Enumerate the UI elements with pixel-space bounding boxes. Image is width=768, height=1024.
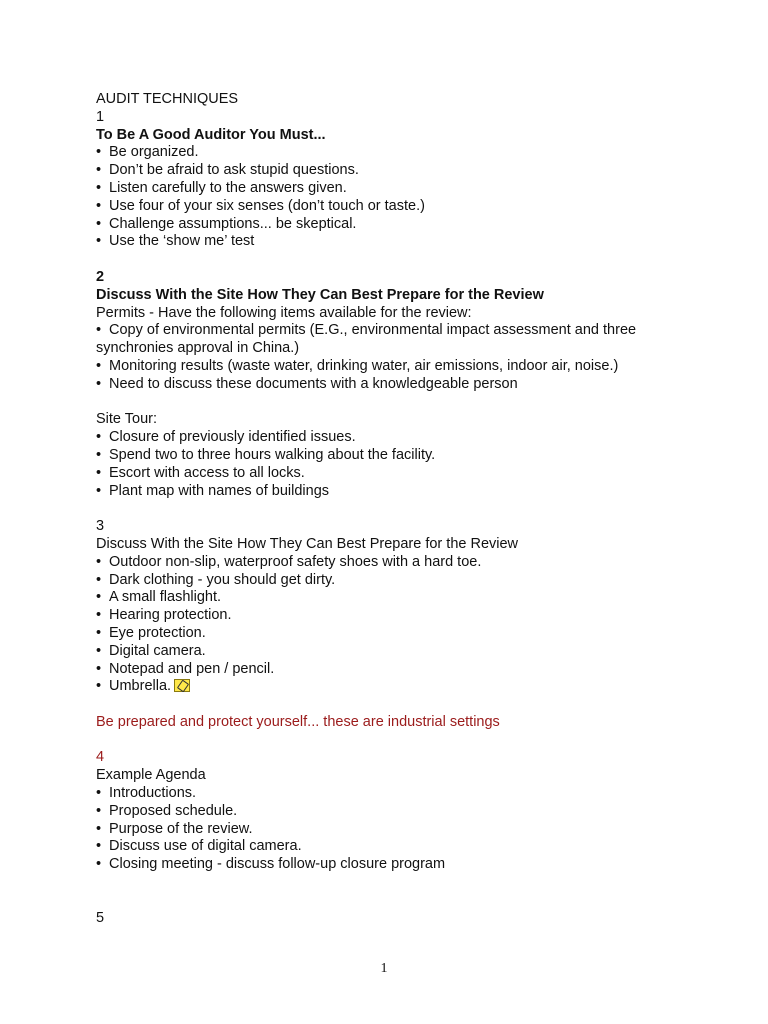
list-item: • Eye protection. bbox=[96, 624, 206, 641]
bullet: • bbox=[96, 678, 102, 695]
list-item: • Digital camera. bbox=[96, 642, 206, 659]
bullet: • bbox=[96, 838, 102, 855]
list-item: • Discuss use of digital camera. bbox=[96, 838, 302, 855]
list-item: • Challenge assumptions... be skeptical. bbox=[96, 215, 357, 232]
bullet-list bbox=[96, 322, 676, 393]
page-number: 1 bbox=[380, 961, 388, 976]
section-heading: Example Agenda bbox=[96, 767, 206, 784]
bullet: • bbox=[96, 820, 102, 837]
bullet: • bbox=[96, 856, 102, 873]
list-item: • Hearing protection. bbox=[96, 607, 232, 624]
bullet: • bbox=[96, 179, 102, 196]
list-item: • Closing meeting - discuss follow-up closure program bbox=[96, 856, 446, 873]
bullet: • bbox=[96, 464, 102, 481]
list-item: • Outdoor non-slip, waterproof safety shoes with a hard toe. bbox=[96, 553, 482, 570]
bullet: • bbox=[96, 197, 102, 214]
bullet-list bbox=[96, 785, 676, 874]
bullet: • bbox=[96, 553, 102, 570]
list-item: • Be organized. bbox=[96, 144, 199, 161]
bullet: • bbox=[96, 785, 102, 802]
list-item: • Plant map with names of buildings bbox=[96, 482, 330, 499]
bullet: • bbox=[96, 571, 102, 588]
list-item: • Proposed schedule. bbox=[96, 802, 238, 819]
bullet: • bbox=[96, 660, 102, 677]
document-title: AUDIT TECHNIQUES bbox=[96, 91, 239, 107]
bullet: • bbox=[96, 607, 102, 624]
warning-text: Be prepared and protect yourself... these are industrial settings bbox=[96, 713, 500, 730]
bullet: • bbox=[96, 322, 102, 339]
list-item: • Notepad and pen / pencil. bbox=[96, 660, 275, 677]
list-item: • Listen carefully to the answers given. bbox=[96, 179, 347, 196]
section-number: 2 bbox=[96, 268, 105, 285]
section-number: 5 bbox=[96, 909, 105, 926]
paragraph: Permits - Have the following items available for the review: bbox=[96, 304, 472, 321]
list-item: • Monitoring results (waste water, drinking water, air emissions, indoor air, noise.) bbox=[96, 357, 619, 374]
list-item: • Spend two to three hours walking about the facility. bbox=[96, 446, 436, 463]
bullet: • bbox=[96, 446, 102, 463]
list-item: • Don’t be afraid to ask stupid questions. bbox=[96, 162, 359, 179]
section-heading: To Be A Good Auditor You Must... bbox=[96, 126, 326, 143]
list-item: • A small flashlight. bbox=[96, 589, 222, 606]
bullet: • bbox=[96, 144, 102, 161]
bullet: • bbox=[96, 589, 102, 606]
section-number: 3 bbox=[96, 518, 105, 535]
bullet: • bbox=[96, 375, 102, 392]
list-item: • Use the ‘show me’ test bbox=[96, 233, 255, 250]
bullet: • bbox=[96, 162, 102, 179]
list-item: • Copy of environmental permits (E.G., environmental impact assessment and three synchronies approval in China.) bbox=[96, 322, 637, 357]
subheading: Site Tour: bbox=[96, 411, 157, 428]
section-number: 4 bbox=[96, 749, 105, 766]
document-content bbox=[96, 91, 676, 927]
list-item: • Closure of previously identified issues. bbox=[96, 429, 356, 446]
list-item: • Umbrella. bbox=[96, 678, 676, 696]
note-icon[interactable] bbox=[174, 679, 190, 692]
bullet: • bbox=[96, 233, 102, 250]
bullet: • bbox=[96, 429, 102, 446]
bullet: • bbox=[96, 802, 102, 819]
bullet: • bbox=[96, 357, 102, 374]
list-item: • Need to discuss these documents with a knowledgeable person bbox=[96, 375, 518, 392]
section-heading: Discuss With the Site How They Can Best Prepare for the Review bbox=[96, 286, 544, 303]
section-number: 1 bbox=[96, 108, 105, 125]
list-item: • Dark clothing - you should get dirty. bbox=[96, 571, 336, 588]
bullet-list bbox=[96, 429, 676, 500]
list-item: • Introductions. bbox=[96, 785, 197, 802]
bullet: • bbox=[96, 482, 102, 499]
bullet-list bbox=[96, 144, 676, 251]
bullet-list bbox=[96, 554, 676, 696]
bullet: • bbox=[96, 624, 102, 641]
list-item: • Purpose of the review. bbox=[96, 820, 253, 837]
section-heading: Discuss With the Site How They Can Best Prepare for the Review bbox=[96, 535, 519, 552]
list-item: • Escort with access to all locks. bbox=[96, 464, 305, 481]
list-item: • Use four of your six senses (don’t touch or taste.) bbox=[96, 197, 425, 214]
bullet: • bbox=[96, 215, 102, 232]
bullet: • bbox=[96, 642, 102, 659]
